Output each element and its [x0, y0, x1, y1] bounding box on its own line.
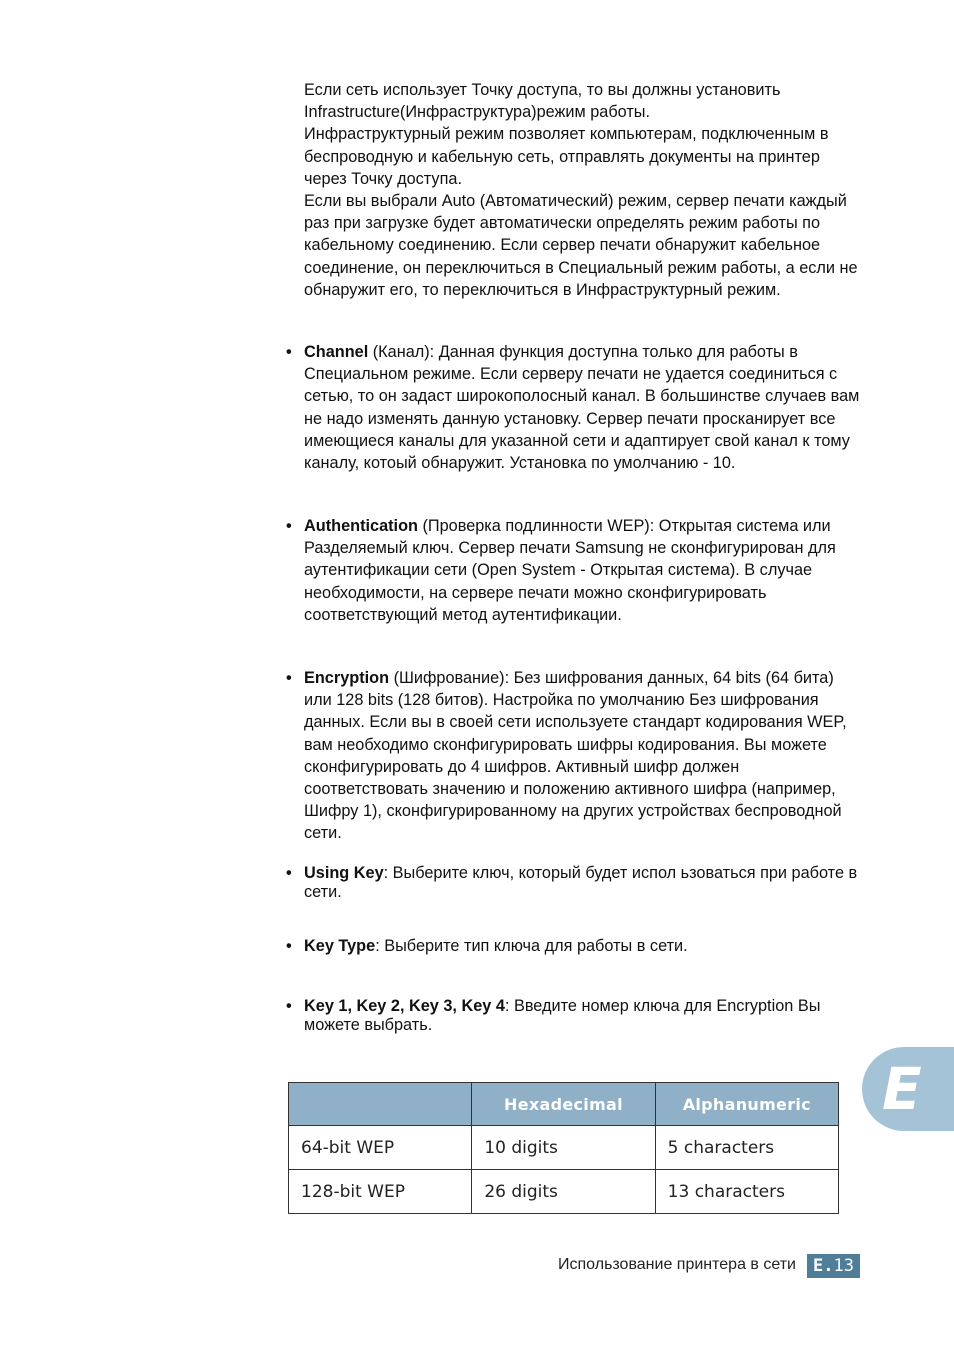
bullet-text: : Выберите тип ключа для работы в сети. [375, 937, 688, 955]
table-row [289, 1170, 839, 1214]
intro-text [304, 79, 864, 301]
bullet-text: (Канал): Данная функция доступна только для работы в Специальном режиме. Если серверу печати не удается соединиться с сетью, то он задаст широкополосный канал. В большинстве случаев вам не надо изменять данную установку. Сервер печати просканирует все имеющиеся каналы для указанной сети и адаптирует свой канал к тому каналу, котоый обнаружит. Установка по умолчанию - 10. [304, 343, 860, 473]
table-cell: 64-bit WEP [289, 1126, 472, 1170]
table-header-row [289, 1083, 839, 1126]
bullet-dot: • [286, 997, 292, 1015]
footer-title: Использование принтера в сети [558, 1256, 796, 1273]
bullet-keys [286, 997, 864, 1035]
page-prefix: E. [813, 1256, 834, 1276]
wep-key-table [288, 1082, 839, 1214]
bullet-dot: • [286, 669, 292, 687]
bullet-encryption [286, 667, 864, 845]
bullet-text: : Выберите ключ, который будет испол ьзоваться при работе в сети. [304, 864, 858, 901]
table-cell: 10 digits [472, 1126, 655, 1170]
page-number: 13 [833, 1256, 854, 1276]
table-header-cell: Hexadecimal [472, 1083, 655, 1126]
bullet-using-key [286, 864, 864, 902]
bullet-term: Using Key [304, 864, 384, 882]
bullet-text: : Введите номер ключа для Encryption Вы можете выбрать. [304, 997, 821, 1034]
table-cell: 5 characters [655, 1126, 838, 1170]
intro-paragraph-access-point: Если сеть использует Точку доступа, то вы должны установить Infrastructure(Инфраструктура)режим работы. [304, 81, 781, 122]
bullet-text: (Шифрование): Без шифрования данных, 64 bits (64 бита) или 128 bits (128 битов). Настройка по умолчанию Без шифрования данных. Если вы в своей сети используете стандарт кодирования WEP, вам необходимо сконфигурировать шифры кодирования. Вы можете сконфигурировать до 4 шифров. Активный шифр должен соответствовать значению и положению активного шифра (например, Шифру 1), сконфигурированному на других устройствах беспроводной сети. [304, 669, 847, 843]
table-cell: 13 characters [655, 1170, 838, 1214]
bullet-term: Authentication [304, 517, 418, 535]
table-row [289, 1126, 839, 1170]
page-footer [400, 1254, 860, 1278]
bullet-term: Channel [304, 343, 369, 361]
table-header-cell: Alphanumeric [655, 1083, 838, 1126]
bullet-dot: • [286, 517, 292, 535]
bullet-key-type [286, 937, 864, 956]
bullet-dot: • [286, 937, 292, 955]
section-tab-letter: E [882, 1055, 922, 1123]
intro-paragraph-auto: Если вы выбрали Auto (Автоматический) режим, сервер печати каждый раз при загрузке будет автоматически определять режим работы по кабельному соединению. Если сервер печати обнаружит кабельное соединение, он переключиться в Специальный режим работы, а если не обнаружит его, то переключиться в Инфраструктурный режим. [304, 192, 858, 299]
table-cell: 128-bit WEP [289, 1170, 472, 1214]
bullet-term: Key 1, Key 2, Key 3, Key 4 [304, 997, 505, 1015]
bullet-dot: • [286, 343, 292, 361]
bullet-dot: • [286, 864, 292, 882]
table-cell: 26 digits [472, 1170, 655, 1214]
page-number-badge [807, 1254, 860, 1278]
bullet-channel [286, 341, 864, 474]
bullet-term: Key Type [304, 937, 376, 955]
bullet-authentication [286, 515, 864, 626]
bullet-term: Encryption [304, 669, 390, 687]
bullet-text: (Проверка подлинности WEP): Открытая система или Разделяемый ключ. Сервер печати Samsung не сконфигурирован для аутентификации сети (Open System - Открытая система). В случае необходимости, на сервере печати можно сконфигурировать соответствующий метод аутентификации. [304, 517, 836, 624]
section-tab [862, 1047, 954, 1131]
intro-paragraph-infrastructure: Инфраструктурный режим позволяет компьютерам, подключенным в беспроводную и кабельную сеть, отправлять документы на принтер через Точку доступа. [304, 125, 829, 188]
table-header-cell [289, 1083, 472, 1126]
